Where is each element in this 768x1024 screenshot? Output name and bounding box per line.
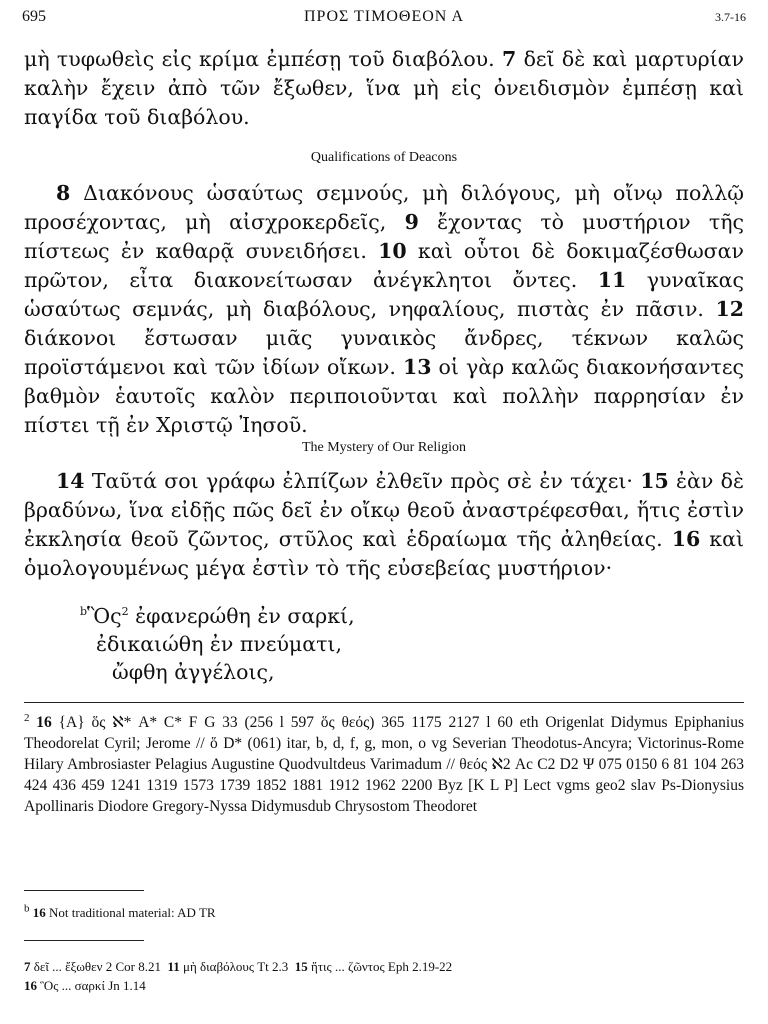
footnote-mark: 2 <box>121 605 129 619</box>
verse-number: 13 <box>402 355 432 379</box>
note-text: Not traditional material: AD TR <box>45 905 216 920</box>
verse-text: διάκονοι ἔστωσαν μιᾶς γυναικὸς ἄνδρες, τέκνων καλῶς προϊστάμενοι καὶ τῶν ἰδίων οἴκων. <box>24 326 744 379</box>
verse-number: 7 <box>501 47 517 71</box>
footnote-mark: 2 <box>24 711 30 724</box>
verse-text: γυναῖκας ὡσαύτως σεμνάς, μὴ διαβόλους, νηφαλίους, πιστὰς ἐν πᾶσιν. <box>24 268 744 321</box>
verse-number: 16 <box>671 527 701 551</box>
verse-text: καὶ ὁμολογουμένως μέγα ἐστὶν τὸ τῆς εὐσεβείας μυστήριον· <box>24 527 744 580</box>
apparatus-text: {A} ὅς ℵ* A* C* F G 33 (256 l 597 ὅς θεός) 365 1175 2127 l 60 eth Origenlat Didymus Epiphanius Theodorelat Cyril; Jerome // ὅ D* (061) itar, b, d, f, g, mon, o vg Severian Theodotus-Ancyra; Victorinus-Rome Hilary Ambrosiaster Pelagius Augustine Quodvultdeus Varimadum // θεός ℵ2 Ac C2 D2 Ψ 075 0150 6 81 104 263 424 436 459 1241 1319 1573 1739 1852 1881 1912 1962 2200 Byz [K L P] Lect vgms geo2 slav Ps-Dionysius Apollinaris Diodore Gregory-Nyssa Didymusdub Chrysostom Theodoret <box>24 714 745 815</box>
verse-number: 12 <box>715 297 744 321</box>
verse-number: 11 <box>597 268 627 292</box>
verse-number: 16 <box>24 978 37 993</box>
verse-number: 15 <box>294 959 308 974</box>
running-head <box>22 8 746 30</box>
note-b <box>24 902 744 921</box>
crossref-text: ἥτις ... ζῶντος Eph 2.19-22 <box>307 959 453 974</box>
textual-apparatus <box>24 712 744 817</box>
verse-number: 10 <box>378 239 407 263</box>
passage-verses-14-16 <box>24 467 744 583</box>
verse-number: 15 <box>640 469 669 493</box>
chapter-verse-range: 3.7-16 <box>715 10 746 24</box>
footnote-mark: b <box>24 902 30 915</box>
verse-text: Ταῦτά σοι γράφω ἐλπίζων ἐλθεῖν πρὸς σὲ ἐν τάχει· <box>84 469 641 493</box>
page-number: 695 <box>22 8 46 25</box>
poetry-line: ὤφθη ἀγγέλοις, <box>112 660 275 684</box>
crossref-text: Ὃς ... σαρκί Jn 1.14 <box>37 978 146 993</box>
verse-text: δεῖ δὲ καὶ μαρτυρίαν καλὴν ἔχειν ἀπὸ τῶν ἔξωθεν, ἵνα μὴ εἰς ὀνειδισμὸν ἐμπέσῃ καὶ παγίδα τοῦ διαβόλου. <box>24 47 744 129</box>
footnote-mark: b <box>80 605 88 619</box>
verse-text: οἱ γὰρ καλῶς διακονήσαντες βαθμὸν ἑαυτοῖς καλὸν περιποιοῦνται καὶ πολλὴν παρρησίαν ἐν πίστει τῇ ἐν Χριστῷ Ἰησοῦ. <box>24 355 744 437</box>
verse-number: 11 <box>167 959 180 974</box>
crossref-text: μὴ διαβόλους Tt 2.3 <box>179 959 292 974</box>
verse-number: 16 <box>36 714 52 731</box>
verse-text: καὶ οὗτοι δὲ δοκιμαζέσθωσαν πρῶτον, εἶτα διακονείτωσαν ἀνέγκλητοι ὄντες. <box>24 239 744 292</box>
note-divider <box>24 890 144 891</box>
section-heading-deacons: Qualifications of Deacons <box>310 150 458 165</box>
verse-text: ἔχοντας τὸ μυστήριον τῆς πίστεως ἐν καθαρᾷ συνειδήσει. <box>24 210 744 263</box>
verse-text: Διακόνους ὡσαύτως σεμνούς, μὴ διλόγους, μὴ οἴνῳ πολλῷ προσέχοντας, μὴ αἰσχροκερδεῖς, <box>24 181 744 234</box>
book-title: ΠΡΟΣ ΤΙΜΟΘΕΟΝ Α <box>303 8 465 25</box>
poetry-line: $^b$Ὃς$^2$ ἐφανερώθη ἐν σαρκί, <box>80 604 355 628</box>
hymn-poetry <box>80 602 355 686</box>
crossref-divider <box>24 940 144 941</box>
cross-references <box>24 957 744 995</box>
verse-number: 8 <box>56 181 71 205</box>
verse-number: 14 <box>56 469 85 493</box>
passage-verses-7 <box>24 45 744 132</box>
apparatus-divider <box>24 702 744 703</box>
section-heading-mystery: The Mystery of Our Religion <box>301 440 467 455</box>
crossref-text: δεῖ ... ἔξωθεν 2 Cor 8.21 <box>30 959 165 974</box>
verse-number: 7 <box>24 959 31 974</box>
passage-verses-8-13 <box>24 179 744 440</box>
verse-number: 16 <box>32 905 46 920</box>
verse-text: μὴ τυφωθεὶς εἰς κρίμα ἐμπέσῃ τοῦ διαβόλου. <box>24 47 502 71</box>
verse-text: ἐὰν δὲ βραδύνω, ἵνα εἰδῇς πῶς δεῖ ἐν οἴκῳ θεοῦ ἀναστρέφεσθαι, ἥτις ἐστὶν ἐκκλησία θεοῦ ζῶντος, στῦλος καὶ ἑδραίωμα τῆς ἀληθείας. <box>24 469 744 551</box>
verse-number: 9 <box>404 210 419 234</box>
poetry-line: ἐδικαιώθη ἐν πνεύματι, <box>96 632 342 656</box>
